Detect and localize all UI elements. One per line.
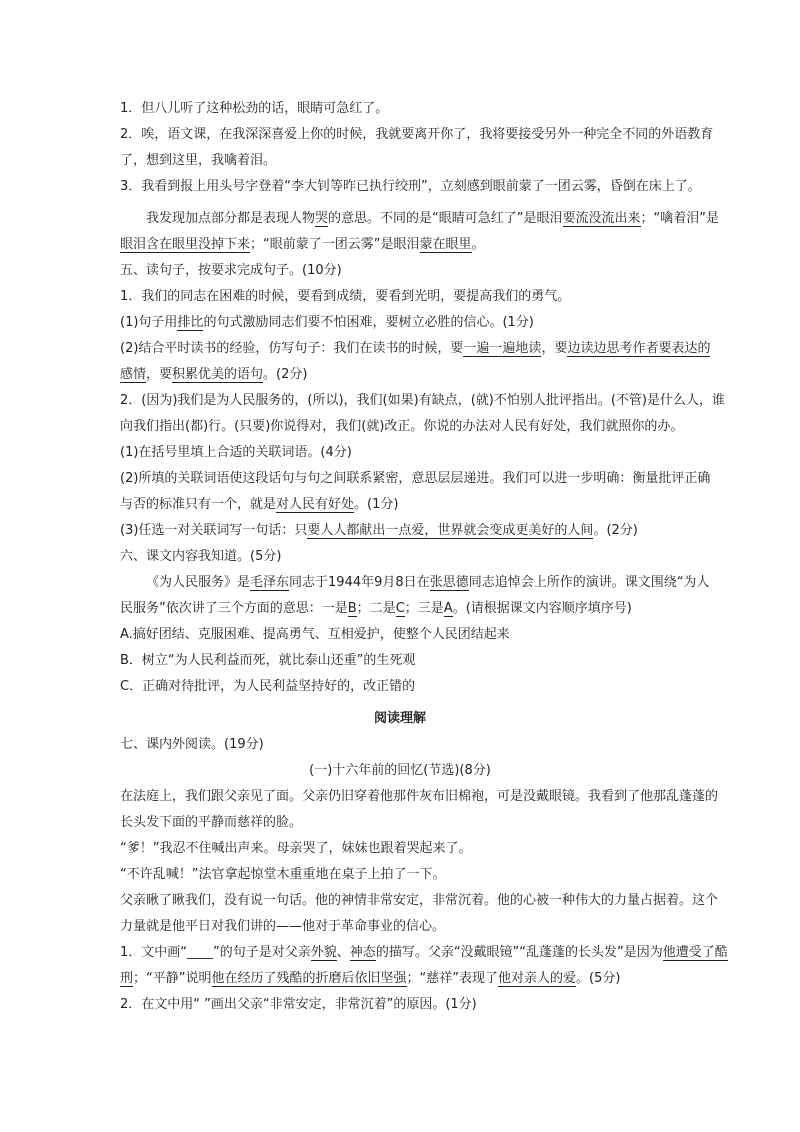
section-5-heading: 五、读句子，按要求完成句子。(10分) <box>120 263 342 278</box>
passage-line-5: 父亲瞅了瞅我们，没有说一句话。他的神情非常安定，非常沉着。他的心被一种伟大的力量占据着。这个 <box>120 893 719 908</box>
q1-part-2-line-1: (2)结合平时读书的经验，仿写句子：我们在读书的时候，要一遍一遍地读，要边读边思考作者要表达的 <box>120 341 711 356</box>
section-6 <box>120 544 710 700</box>
sentence-1: 1．但八儿听了这种松劲的话，眼睛可急红了。 <box>120 101 389 116</box>
option-c: C．正确对待批评，为人民利益坚持好的，改正错的 <box>120 679 416 694</box>
q2-line-2: 向我们指出(都)行。(只要)你说得对，我们(就)改正。你说的办法对人民有好处，我们就照你的办。 <box>120 419 684 434</box>
answer-blank: 刑 <box>120 971 134 986</box>
q2-part-3: (3)任选一对关联词写一句话：只要人人都献出一点爱，世界就会变成更美好的人间。(2分) <box>120 523 638 538</box>
reading-q1-line-2: 刑；“平静”说明他在经历了残酷的折磨后依旧坚强；“慈祥”表现了他对亲人的爱。(5分) <box>120 971 621 986</box>
q1-part-2-line-2: 感情，要积累优美的语句。(2分) <box>120 367 308 382</box>
answer-blank: 他在经历了残酷的折磨后依旧坚强 <box>211 971 407 986</box>
passage-line-3: “爹！”我忍不住喊出声来。母亲哭了，妹妹也跟着哭起来了。 <box>120 841 472 856</box>
answer-blank: 蒙在眼里 <box>419 237 472 252</box>
passage-line-1: 在法庭上，我们跟父亲见了面。父亲仍旧穿着他那件灰布旧棉袍，可是没戴眼镜。我看到了他那乱蓬蓬的 <box>120 789 719 804</box>
q2-part-2-line-2: 与否的标准只有一个，就是对人民有好处。(1分) <box>120 497 399 512</box>
q2-part-2-line-1: (2)所填的关联词语使这段话句与句之间联系紧密，意思层层递进。我们可以进一步明确：衡量批评正确 <box>120 471 711 486</box>
answer-blank: 神态 <box>349 945 376 960</box>
section-6-line-1: 《为人民服务》是毛泽东同志于1944年9月8日在张思德同志追悼会上所作的演讲。课文围绕“为人 <box>146 575 710 590</box>
analysis-line-2: 眼泪含在眼里没掉下来；“眼前蒙了一团云雾”是眼泪蒙在眼里。 <box>120 237 485 252</box>
reading-q2: 2．在文中用“ ”画出父亲“非常安定，非常沉着”的原因。(1分) <box>120 997 477 1012</box>
reading-title: 阅读理解 <box>373 711 426 726</box>
q1-sentence: 1．我们的同志在困难的时候，要看到成绩，要看到光明，要提高我们的勇气。 <box>120 289 571 304</box>
q1-part-1: (1)句子用排比的句式激励同志们要不怕困难，要树立必胜的信心。(1分) <box>120 315 534 330</box>
answer-blank: 感情 <box>120 367 147 382</box>
passage-line-6: 力量就是他平日对我们讲的——他对于革命事业的信心。 <box>120 919 446 934</box>
reading-q1-line-1: 1．文中画“____”的句子是对父亲外貌、神态的描写。父亲“没戴眼镜”“乱蓬蓬的长头发”是因为他遭受了酷 <box>120 945 728 960</box>
answer-blank: 积累优美的语句 <box>172 367 264 382</box>
option-a: A.搞好团结、克服困难、提高勇气、互相爱护，使整个人民团结起来 <box>120 627 510 642</box>
analysis-line-1: 我发现加点部分都是表现人物哭的意思。不同的是“眼睛可急红了”是眼泪要流没流出来；“噙着泪”是 <box>146 211 720 226</box>
passage-subtitle: (一)十六年前的回忆(节选)(8分) <box>309 763 491 778</box>
sentence-2-line-2: 了，想到这里，我噙着泪。 <box>120 153 277 168</box>
section-6-heading: 六、课文内容我知道。(5分) <box>120 549 282 564</box>
answer-blank: 排比 <box>177 315 204 330</box>
passage-line-2: 长头发下面的平静而慈祥的脸。 <box>120 815 303 830</box>
option-b: B．树立“为人民利益而死，就比泰山还重”的生死观 <box>120 653 416 668</box>
answer-blank: C <box>395 601 405 616</box>
answer-blank: 他对亲人的爱 <box>498 971 577 986</box>
section-6-line-2: 民服务”依次讲了三个方面的意思：一是B；二是C；三是A。(请根据课文内容顺序填序号) <box>120 601 632 616</box>
answer-blank: 他遭受了酷 <box>662 945 728 960</box>
answer-blank: A <box>443 601 453 616</box>
answer-blank: 眼泪含在眼里没掉下来 <box>120 237 251 252</box>
q2-line-1: 2．(因为)我们是为人民服务的，(所以)，我们(如果)有缺点，(就)不怕别人批评指出。(不管)是什么人，谁 <box>120 393 725 408</box>
sentence-2-line-1: 2．唉，语文课，在我深深喜爱上你的时候，我就要离开你了，我将要接受另外一种完全不同的外语教育 <box>120 127 714 142</box>
answer-blank: 哭 <box>315 211 329 226</box>
section-7-heading: 七、课内外阅读。(19分) <box>120 737 264 752</box>
passage-line-4: “不许乱喊！”法官拿起惊堂木重重地在桌子上拍了一下。 <box>120 867 446 882</box>
answer-blank: B <box>347 601 357 616</box>
answer-blank: 张思德 <box>429 575 469 590</box>
section-5 <box>120 258 725 544</box>
answer-blank: 边读边思考作者要表达的 <box>567 341 711 356</box>
sentence-3: 3．我看到报上用头号字登着“李大钊等昨已执行绞刑”，立刻感到眼前蒙了一团云雾，昏倒在床上了。 <box>120 179 701 194</box>
worksheet-page <box>120 96 728 1018</box>
q2-part-1: (1)在括号里填上合适的关联词语。(4分) <box>120 445 352 460</box>
answer-blank: 毛泽东 <box>250 575 290 590</box>
answer-blank: 对人民有好处 <box>276 497 355 512</box>
word-meaning-section <box>120 96 720 258</box>
reading-section <box>120 706 728 1018</box>
answer-blank: 一遍一遍地读 <box>463 341 542 356</box>
answer-blank: 外貌 <box>310 945 337 960</box>
answer-blank: 要流没流出来 <box>562 211 641 226</box>
answer-blank: 要人人都献出一点爱，世界就会变成更美好的人间 <box>307 523 594 538</box>
